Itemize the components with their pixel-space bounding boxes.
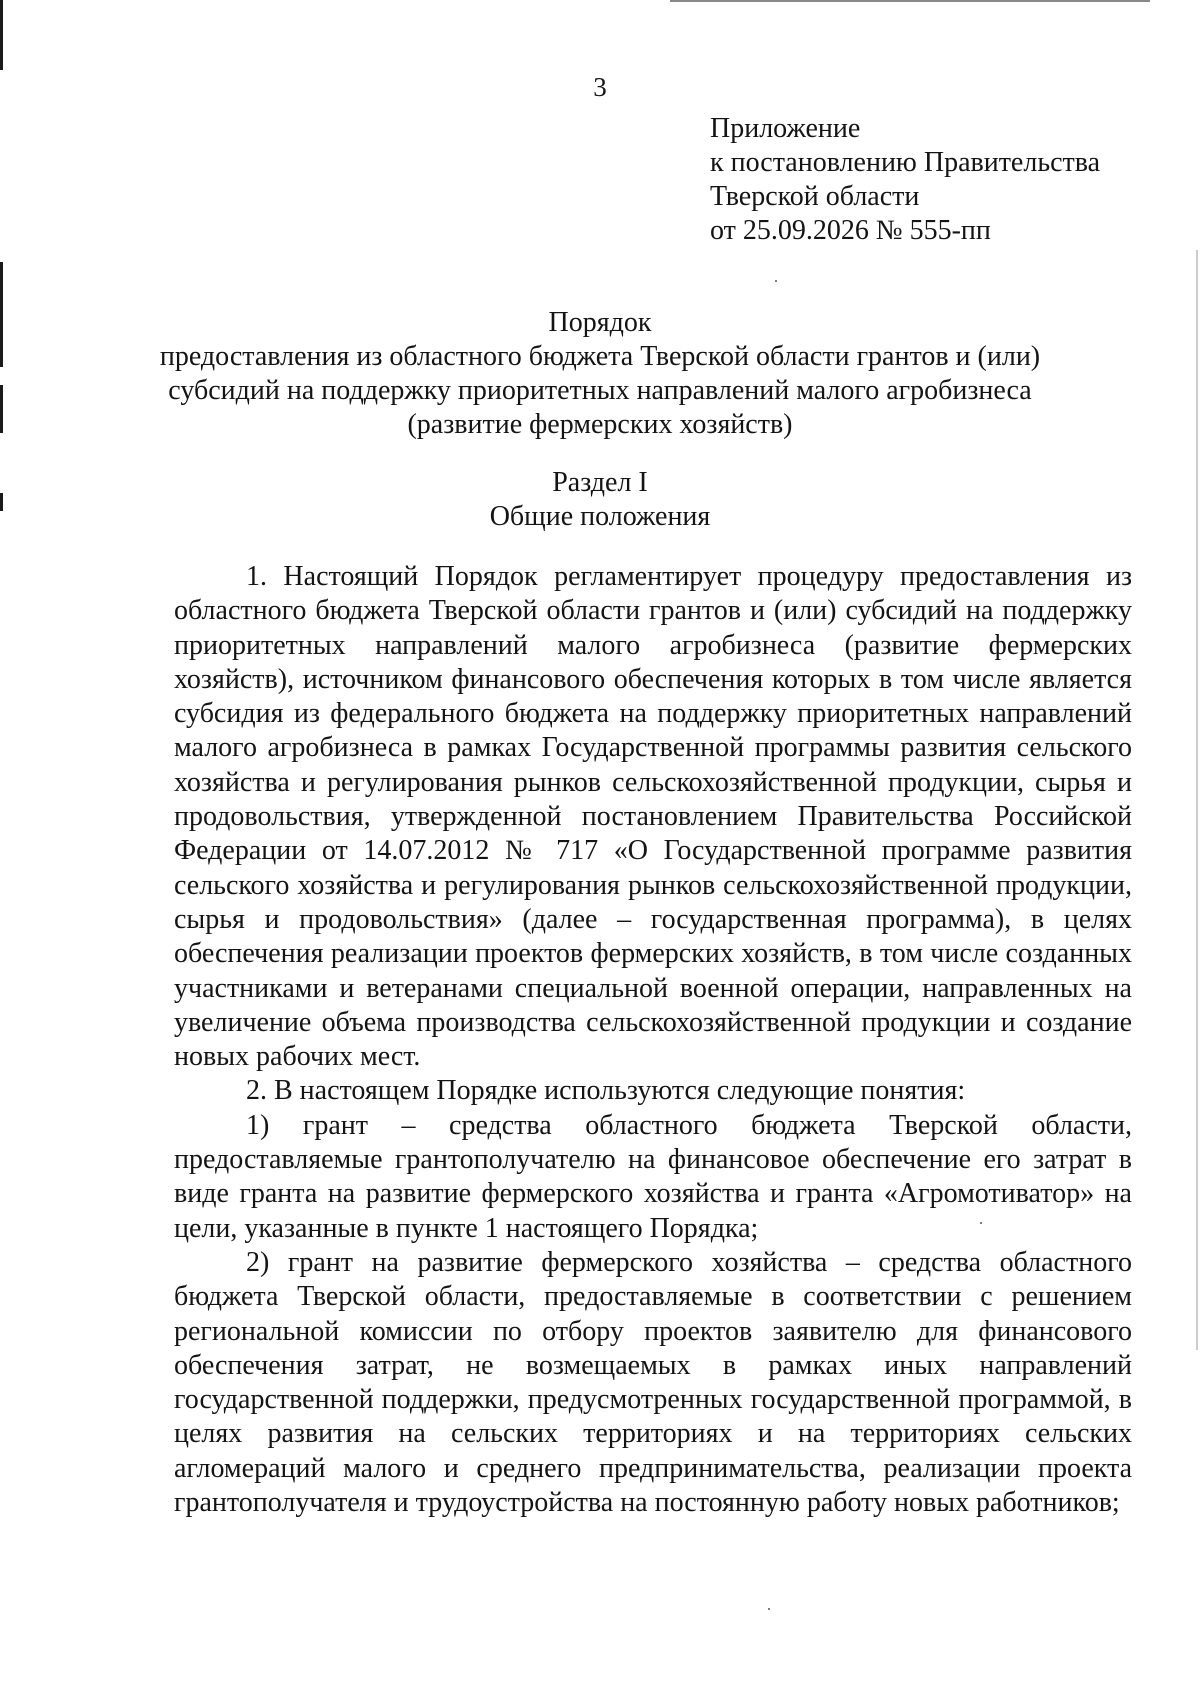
- approval-line: Тверской области: [710, 181, 920, 212]
- approval-date-number: от 25.09.2026 № 555-пп: [710, 215, 991, 246]
- paragraph: 2. В настоящем Порядке используются следующие понятия:: [246, 1075, 966, 1107]
- section-heading: [0, 466, 1200, 534]
- paragraph: 1. Настоящий Порядок регламентирует процедуру предоставления из областного бюджета Тверской области грантов и (или) субсидий на поддержку приоритетных направлений малого агробизнеса (развитие фермерских хозяйств), источником финансового обеспечения которых в том числе является субсидия из федерального бюджета на поддержку приоритетных направлений малого агробизнеса в рамках Государственной программы развития сельского хозяйства и регулирования рынков сельскохозяйственной продукции, сырья и продовольствия, утвержденной постановлением Правительства Российской Федерации от 14.07.2012 № 717 «О Государственной программе развития сельского хозяйства и регулирования рынков сельскохозяйственной продукции, сырья и продовольствия» (далее – государственная программа), в целях обеспечения реализации проектов фермерских хозяйств, в том числе созданных участниками и ветеранами специальной военной операции, направленных на увеличение объема производства сельскохозяйственной продукции и создание новых рабочих мест.: [174, 561, 1132, 1073]
- title-line: предоставления из областного бюджета Тверской области грантов и (или): [159, 341, 1041, 372]
- approval-stamp: [710, 112, 1100, 248]
- scan-edge-mark-1: [0, 0, 3, 70]
- paragraph: 1) грант – средства областного бюджета Тверской области, предоставляемые грантополучателю на финансовое обеспечение его затрат в виде гранта на развитие фермерского хозяйства и гранта «Агромотиватор» на цели, указанные в пункте 1 настоящего Порядка;: [174, 1109, 1132, 1244]
- document-body: [174, 560, 1132, 1520]
- paragraph: 2) грант на развитие фермерского хозяйства – средства областного бюджета Тверской области, предоставляемые в соответствии с решением региональной комиссии по отбору проектов заявителю для финансового обеспечения затрат, не возмещаемых в рамках иных направлений государственной поддержки, предусмотренных государственной программой, в целях развития на сельских территориях и на территориях сельских агломераций малого и среднего предпринимательства, реализации проекта грантополучателя и трудоустройства на постоянную работу новых работников;: [174, 1246, 1132, 1519]
- approval-line: к постановлению Правительства: [710, 147, 1101, 178]
- title-line: субсидий на поддержку приоритетных направлений малого агробизнеса: [168, 375, 1032, 406]
- scan-speck: [768, 1608, 770, 1610]
- page-number: 3: [593, 72, 607, 102]
- title-line: Порядок: [548, 307, 652, 338]
- scan-speck: [775, 280, 777, 282]
- scan-top-mark: [670, 0, 1150, 2]
- section-number: Раздел I: [552, 467, 648, 498]
- title-line: (развитие фермерских хозяйств): [407, 409, 793, 440]
- section-title: Общие положения: [489, 501, 711, 532]
- document-title: [0, 306, 1200, 442]
- approval-line: Приложение: [710, 113, 861, 144]
